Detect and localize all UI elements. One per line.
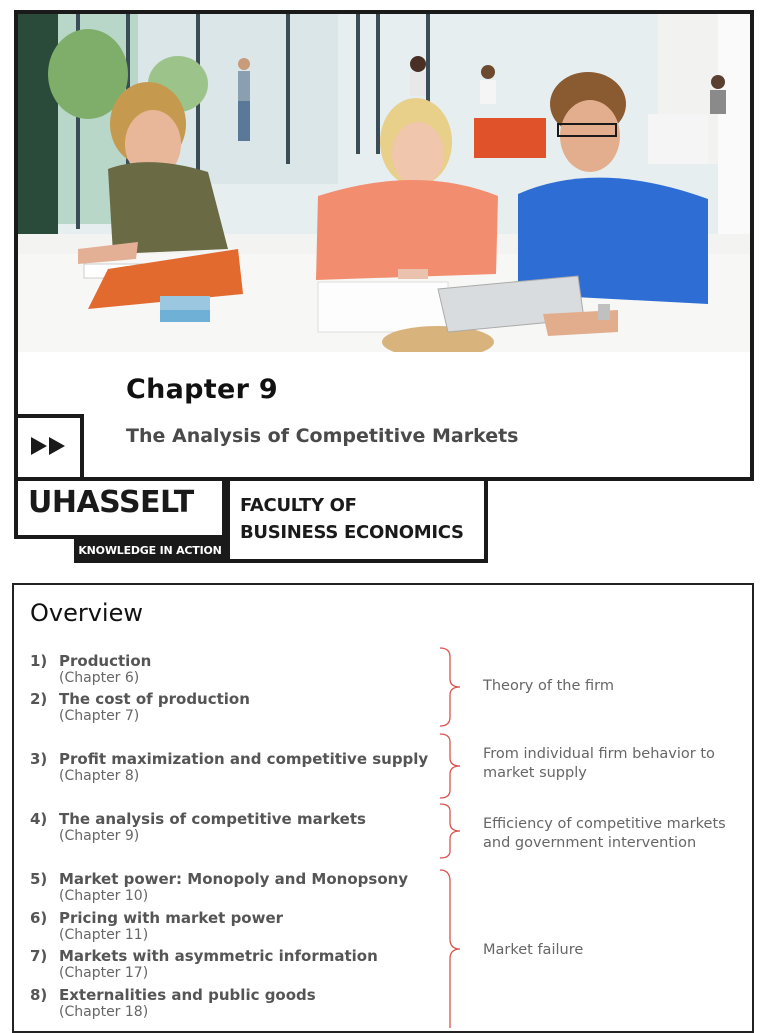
play-button[interactable]	[18, 414, 84, 478]
cover-frame	[14, 10, 754, 481]
item-title: Externalities and public goods	[59, 986, 316, 1004]
group-label-line: market supply	[483, 765, 587, 781]
brace-icon	[438, 733, 462, 799]
item-number: 4)	[30, 810, 48, 828]
item-title: Markets with asymmetric information	[59, 947, 378, 965]
group-label-efficiency	[483, 815, 726, 853]
brace-icon	[438, 647, 462, 727]
item-chapter: (Chapter 11)	[59, 927, 149, 943]
chapter-title: Chapter 9	[126, 374, 279, 405]
item-number: 3)	[30, 750, 48, 768]
item-title: Pricing with market power	[59, 909, 284, 927]
uhasselt-logo	[14, 481, 226, 539]
item-chapter: (Chapter 17)	[59, 965, 149, 981]
item-title: Profit maximization and competitive supply	[59, 750, 429, 768]
item-chapter: (Chapter 8)	[59, 768, 140, 784]
chapter-subtitle: The Analysis of Competitive Markets	[126, 425, 519, 447]
group-label-line: Market failure	[483, 942, 584, 958]
item-title: The cost of production	[59, 690, 250, 708]
item-title: Market power: Monopoly and Monopsony	[59, 870, 409, 888]
group-label-market-failure	[483, 941, 583, 960]
brace-icon	[438, 869, 462, 1029]
overview-slide	[12, 583, 754, 1033]
item-chapter: (Chapter 9)	[59, 828, 140, 844]
brace-icon	[438, 803, 462, 859]
faculty-line-2: BUSINESS ECONOMICS	[240, 522, 464, 543]
cover-title-area	[18, 352, 750, 477]
item-chapter: (Chapter 7)	[59, 708, 140, 724]
faculty-label	[226, 481, 488, 563]
logo-name: UHASSELT	[28, 485, 194, 520]
item-number: 2)	[30, 690, 48, 708]
logo-tagline: KNOWLEDGE IN ACTION	[74, 539, 226, 563]
item-number: 8)	[30, 986, 48, 1004]
overview-title: Overview	[30, 599, 143, 627]
group-label-line: Efficiency of competitive markets	[483, 816, 726, 832]
fast-forward-icon	[29, 435, 69, 461]
faculty-line-1: FACULTY OF	[240, 495, 357, 516]
item-chapter: (Chapter 18)	[59, 1004, 149, 1020]
cover-photo	[18, 14, 750, 352]
item-title: The analysis of competitive markets	[59, 810, 366, 828]
item-number: 1)	[30, 652, 48, 670]
item-number: 6)	[30, 909, 48, 927]
item-number: 5)	[30, 870, 48, 888]
group-label-theory	[483, 677, 614, 696]
university-logo	[14, 481, 494, 565]
group-label-line: From individual firm behavior to	[483, 746, 715, 762]
item-chapter: (Chapter 6)	[59, 670, 140, 686]
group-label-line: Theory of the firm	[483, 678, 614, 694]
cover-slide	[14, 10, 754, 481]
group-label-supply	[483, 745, 715, 783]
group-label-line: and government intervention	[483, 835, 697, 851]
item-title: Production	[59, 652, 152, 670]
item-chapter: (Chapter 10)	[59, 888, 149, 904]
item-number: 7)	[30, 947, 48, 965]
